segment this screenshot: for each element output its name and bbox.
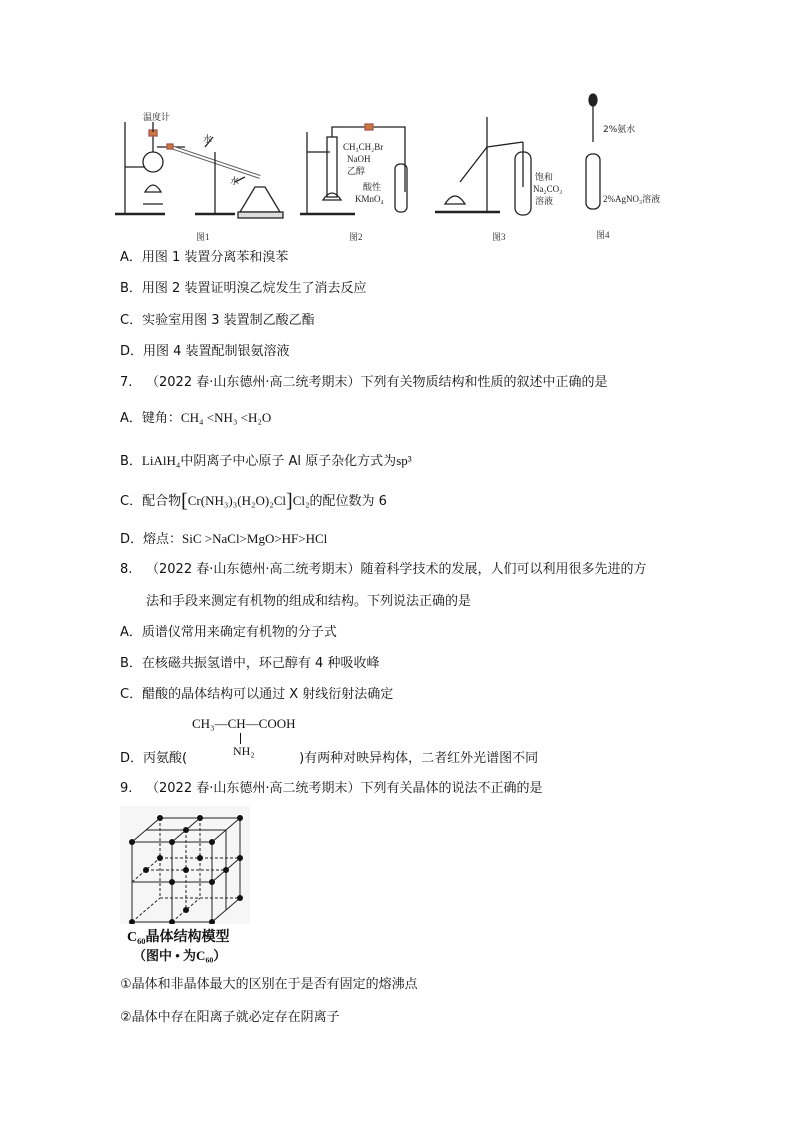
q6-option-a: A．用图 1 装置分离苯和溴苯 bbox=[120, 250, 289, 265]
q7-stem bbox=[120, 374, 607, 392]
q7-option-b bbox=[120, 452, 412, 471]
c60-model-note: （图中 • 为C₆₀） bbox=[133, 948, 227, 963]
q8-d-suffix: )有两种对映异构体，二者红外光谱图不同 bbox=[299, 751, 539, 766]
apparatus-figures bbox=[115, 92, 685, 242]
fig4-agno3-label: 2%AgNO₃溶液 bbox=[603, 194, 661, 204]
q7-c-text: 的配位数为 6 bbox=[309, 494, 387, 509]
q9-stem-text: （2022 春·山东德州·高二统考期末）下列有关晶体的说法不正确的是 bbox=[146, 781, 543, 796]
fig3-solution-label: 溶液 bbox=[535, 197, 554, 207]
c60-crystal-model bbox=[120, 806, 250, 924]
fig2-reagent3-label: 乙醇 bbox=[347, 167, 366, 177]
fig4-ammonia-label: 2%氨水 bbox=[603, 125, 636, 135]
q7-c-suffix: Cl₂ bbox=[292, 493, 310, 508]
q8-number: 8. bbox=[120, 562, 133, 577]
fig1-thermometer-label: 温度计 bbox=[143, 112, 171, 122]
fig3-sat-label: 饱和 bbox=[535, 173, 554, 183]
q8-option-d bbox=[120, 750, 538, 768]
q7-c-bracket-left: [ bbox=[181, 490, 188, 512]
q8-option-b: B．在核磁共振氢谱中，环己醇有 4 种吸收峰 bbox=[120, 656, 380, 671]
q7-a-formula: CH₄ <NH₃ <H₂O bbox=[180, 410, 272, 425]
q7-c-bracket-right: ] bbox=[286, 490, 293, 512]
q8-option-c: C．醋酸的晶体结构可以通过 X 射线衍射法确定 bbox=[120, 687, 394, 702]
q9-statement-2: ②晶体中存在阳离子就必定存在阴离子 bbox=[120, 1010, 340, 1025]
q8-stem-line1 bbox=[120, 561, 646, 579]
q7-b-text: 中阴离子中心原子 Al 原子杂化方式为 bbox=[180, 454, 397, 469]
q8-option-a: A．质谱仪常用来确定有机物的分子式 bbox=[120, 625, 337, 640]
fig2-reagent1-label: CH₃CH₂Br bbox=[343, 142, 384, 152]
q7-b-formula: LiAlH₄ bbox=[141, 453, 181, 468]
q7-d-formula: SiC >NaCl>MgO>HF>HCl bbox=[182, 531, 328, 546]
q9-number: 9. bbox=[120, 781, 133, 796]
fig1-caption: 图1 bbox=[196, 232, 210, 242]
q7-b-prefix: B． bbox=[120, 454, 142, 469]
q7-stem-text: （2022 春·山东德州·高二统考期末）下列有关物质结构和性质的叙述中正确的是 bbox=[146, 375, 608, 390]
fig2-caption: 图2 bbox=[349, 232, 363, 242]
fig4-caption: 图4 bbox=[596, 230, 610, 240]
q7-a-prefix: A．键角： bbox=[120, 411, 181, 426]
alanine-structure-main: CH₃—CH—COOH bbox=[192, 716, 296, 731]
q7-c-prefix: C．配合物 bbox=[120, 494, 182, 509]
fig1-water-out-label: 水 bbox=[230, 176, 240, 186]
q7-option-d bbox=[120, 530, 327, 549]
q7-option-a bbox=[120, 409, 271, 428]
c60-model-title: C₆₀晶体结构模型 bbox=[127, 930, 230, 945]
fig2-kmno4-label: KMnO₄ bbox=[355, 194, 384, 204]
fig1-water-in-label: 水 bbox=[203, 134, 213, 144]
fig2-reagent2-label: NaOH bbox=[347, 154, 371, 164]
q8-d-prefix: D．丙氨酸( bbox=[120, 751, 188, 766]
q6-option-b: B．用图 2 装置证明溴乙烷发生了消去反应 bbox=[120, 281, 367, 296]
figure-3-ester bbox=[435, 117, 531, 215]
q6-option-c: C．实验室用图 3 装置制乙酸乙酯 bbox=[120, 313, 315, 328]
q8-stem-line2: 法和手段来测定有机物的组成和结构。下列说法正确的是 bbox=[146, 594, 472, 609]
figure-4-silver-ammonia bbox=[586, 94, 600, 209]
q7-c-formula: Cr(NH₃)₃(H₂O)₂Cl bbox=[187, 493, 287, 508]
q9-stem bbox=[120, 780, 542, 798]
fig3-caption: 图3 bbox=[492, 232, 506, 242]
q6-option-d: D．用图 4 装置配制银氨溶液 bbox=[120, 344, 290, 359]
q8-stem-text1: （2022 春·山东德州·高二统考期末）随着科学技术的发展，人们可以利用很多先进的方 bbox=[146, 562, 647, 577]
fig3-na2co3-label: Na₂CO₃ bbox=[533, 184, 563, 194]
q9-statement-1: ①晶体和非晶体最大的区别在于是否有固定的熔沸点 bbox=[120, 977, 418, 992]
q7-option-c bbox=[120, 492, 387, 511]
figure-1-distillation bbox=[115, 122, 283, 218]
q7-b-sp: sp³ bbox=[396, 453, 412, 468]
alanine-structure-bond bbox=[240, 733, 241, 744]
q7-d-prefix: D．熔点： bbox=[120, 532, 183, 547]
fig2-acidic-label: 酸性 bbox=[363, 183, 382, 193]
q7-number: 7. bbox=[120, 375, 133, 390]
alanine-structure-amino: NH₂ bbox=[233, 744, 255, 758]
